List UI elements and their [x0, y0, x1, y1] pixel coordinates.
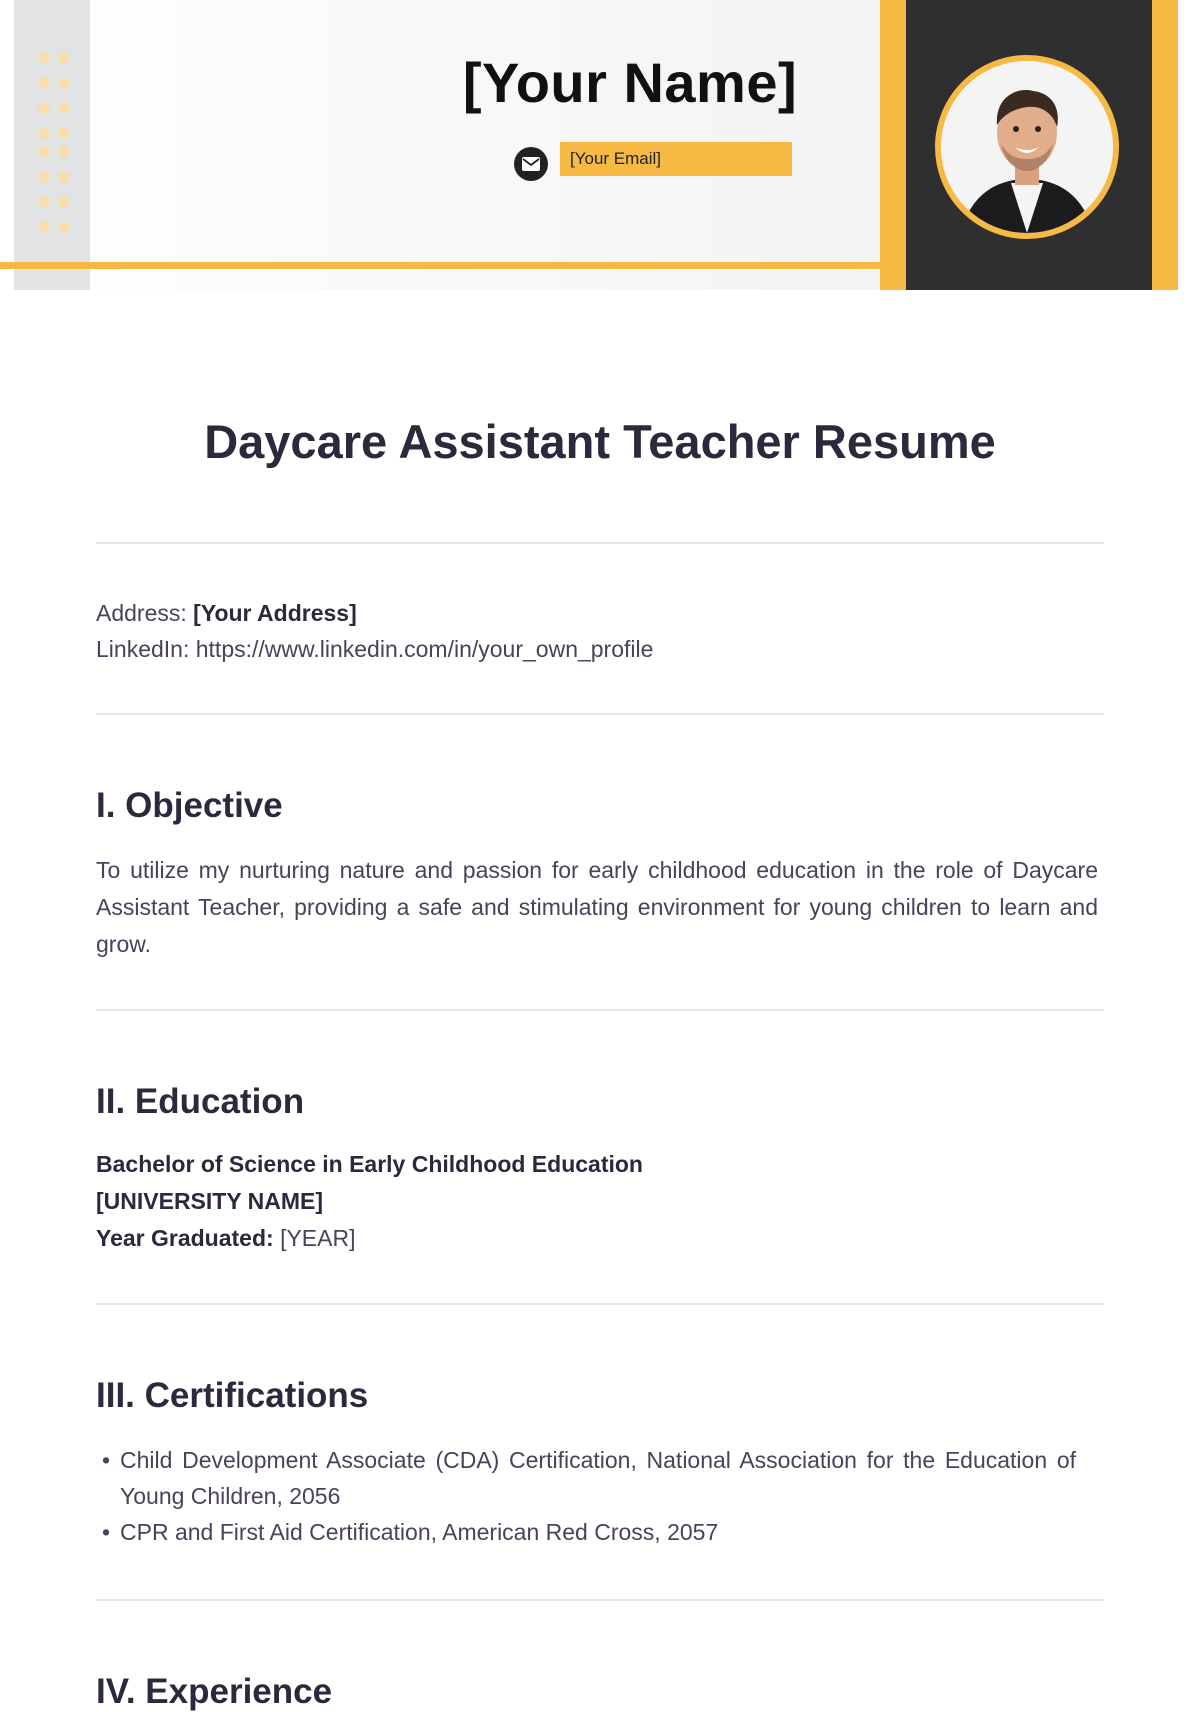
objective-heading: I. Objective — [96, 786, 283, 825]
divider — [96, 1599, 1104, 1601]
address-label: Address: — [96, 600, 187, 626]
experience-heading: IV. Experience — [96, 1672, 333, 1711]
divider — [96, 1303, 1104, 1305]
divider — [96, 1009, 1104, 1011]
year-label: Year Graduated: — [96, 1225, 274, 1251]
education-details — [96, 1146, 643, 1257]
degree-name: Bachelor of Science in Early Childhood Education — [96, 1151, 643, 1177]
decorative-dots-top — [34, 48, 74, 148]
email-field: [Your Email] — [560, 142, 792, 176]
envelope-icon — [514, 147, 548, 181]
decorative-dots-bottom — [34, 142, 74, 242]
linkedin-link[interactable]: https://www.linkedin.com/in/your_own_profile — [195, 636, 654, 662]
certifications-heading: III. Certifications — [96, 1376, 369, 1415]
list-item: • CPR and First Aid Certification, American Red Cross, 2057 — [96, 1514, 1076, 1550]
list-item: • Child Development Associate (CDA) Certification, National Association for the Education of Young Children, 2056 — [96, 1442, 1076, 1514]
objective-text: To utilize my nurturing nature and passion for early childhood education in the role of Daycare Assistant Teacher, providing a safe and stimulating environment for young children to learn and grow. — [96, 857, 1098, 957]
year-value: [YEAR] — [280, 1225, 356, 1251]
person-avatar-icon — [941, 61, 1113, 233]
contact-info — [96, 595, 653, 667]
education-heading: II. Education — [96, 1082, 305, 1121]
linkedin-label: LinkedIn: — [96, 636, 190, 662]
university-name: [UNIVERSITY NAME] — [96, 1188, 324, 1214]
resume-header — [0, 0, 1178, 290]
linkedin-line — [96, 631, 653, 667]
candidate-name: [Your Name] — [462, 51, 798, 114]
document-title: Daycare Assistant Teacher Resume — [204, 415, 996, 468]
certifications-list — [96, 1442, 1076, 1550]
divider — [96, 542, 1104, 544]
divider — [96, 713, 1104, 715]
address-line — [96, 595, 653, 631]
address-value: [Your Address] — [193, 600, 357, 626]
profile-photo — [935, 55, 1119, 239]
header-accent-line — [0, 262, 880, 269]
